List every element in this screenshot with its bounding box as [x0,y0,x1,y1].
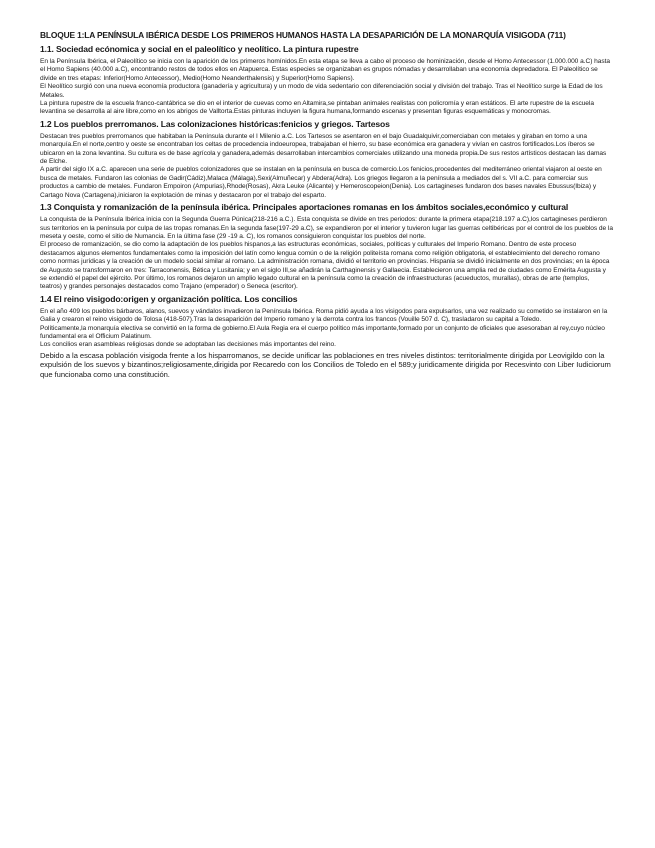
paragraph: En el año 409 los pueblos bárbaros, alanos, suevos y vándalos invadieron la Península Ibérica. Roma pidió ayuda a los visigodos para expulsarlos, una vez realizado su cometido se instalaron en la Galia y crearon el reino visigodo de Tolosa (418-507).Tras la desaparición del Imperio romano y la derrota contra los francos (Vouille 507 d. C), trasladaron su capital a Toledo. [40,307,608,324]
paragraph: Los concilios eran asambleas religiosas donde se adoptaban las decisiones más importantes del reino. [40,341,336,349]
section-1-1 [40,44,613,117]
paragraph: Políticamente,la monarquía electiva se convirtió en la forma de gobierno.El Aula Regia era el cuerpo político más importante,formado por un conjunto de oficiales que asesoraban al rey,cuyo núcleo fundamental era el Officium Palatinum. [40,324,605,340]
section-1-2 [40,119,613,200]
paragraph: El proceso de romanización, se dio como la adaptación de los pueblos hispanos,a las estructuras económicas, sociales, políticas y culturales del Imperio Romano. Dentro de este proceso destacamos algunos elementos fundamentales como la imposición del latín como lengua común o de la religión politeísta romana como religión obligatoria, el establecimiento del derecho romano como normas jurídicas y la creación de un modelo social similar al romano. La administración romana, dividió el territorio en provincias. Hispania se dividió inicialmente en dos provincias; en la época de Augusto se transformaron en tres: Tarraconensis, Bética y Lusitania; y en el siglo III,se añadirán la Carthaginensis y Gallaecia. Establecieron una amplia red de ciudades como Emérita Augusta y se extendió el papel del ejército. Por último, los romanos dejaron un amplio legado cultural en la península como la creación de infraestructuras (acueductos, murallas), obras de arte (templos, teatros) y grandes personajes destacados como Trajano (emperador) o Seneca (escritor). [40,241,610,291]
document-title: BLOQUE 1:LA PENÍNSULA IBÉRICA DESDE LOS PRIMEROS HUMANOS HASTA LA DESAPARICIÓN DE LA MONARQUÍA VISIGODA (711) [40,30,566,40]
closing-paragraph: Debido a la escasa población visigoda frente a los hisparromanos, se decide unificar las poblaciones en tres niveles distintos: territorialmente dirigida por Leovigildo con la expulsión de los suevos y bizantinos;religiosamente,dirigida por Recaredo con los Concilios de Toledo en el 589;y juridicamente dirigida por Recesvinto con Liber Iudiciorum que funcionaba como una constitución. [40,350,611,379]
section-heading: 1.4 El reino visigodo:origen y organización política. Los concilios [40,293,298,304]
section-heading: 1.3 Conquista y romanización de la península ibérica. Principales aportaciones romanas en los ámbitos sociales,económico y cultural [40,202,569,213]
paragraph: El Neolítico surgió con una nueva economía productora (ganadería y agricultura) y un modo de vida sedentario con diferenciación social y división del trabajo. Tras el Neolítico surge la Edad de los Metales. [40,83,603,99]
paragraph: A partir del siglo IX a.C. aparecen una serie de pueblos colonizadores que se instalan en la península en busca de comercio.Los fenicios,procedentes del mediterráneo oriental viajaron al oeste en busca de metales. Fundaron las colonias de Gadir(Cádiz),Malaca (Málaga),Sexi(Almuñecar) y Abdera(Adra). Los griegos llegaron a la península a mediados del s. VII a.C. para comerciar sus productos a cambio de metales. Fundaron Empoiron (Ampurias),Rhode(Rosas), Akra Leuke (Alicante) y Hemeroscopeion(Denia). Los cartagineses fundaron dos bases navales Ebussus(Ibiza) y Cartago Nova (Cartagena),iniciaron la explotación de minas y destacaron por el trabajo del esparto. [40,166,602,199]
section-heading: 1.1. Sociedad ecónomica y social en el paleolítico y neolítico. La pintura rupestre [40,44,359,54]
section-1-3 [40,202,613,292]
section-1-4 [40,294,613,380]
paragraph: La pintura rupestre de la escuela franco-cantábrica se dio en el interior de cuevas como en Altamira,se pintaban animales realistas con policromía y eran estáticos. El arte rupestre de la escuela levantina se desarrolla al aire libre,como en los abrigos de Valltorta.Estas pinturas incluyen la figura humana,formando escenas y presentan figuras esquemáticas y monocromas. [40,100,594,116]
paragraph: En la Península Ibérica, el Paleolítico se inicia con la aparición de los primeros homínidos.En esta etapa se lleva a cabo el proceso de hominización, desde el Homo Antecessor (1.000.000 a.C) hasta el Homo Sapiens (40.000 a.C), encontrando restos de todos ellos en Atapuerca. Estas especies se organizaban es grupos nómadas y desarrollaban una economía depredadora. El Paleolítico se divide en tres etapas: Inferior(Homo Antecessor), Medio(Homo Neanderthalensis) y Superior(Homo Sapiens). [40,58,611,82]
paragraph: La conquista de la Península Ibérica inicia con la Segunda Guerra Púnica(218-216 a.C.). Esta conquista se divide en tres periodos: durante la primera etapa(218.197 a.C),los cartagineses perdieron sus territorios en la península por culpa de las tropas romanas.En la segunda fase(197-29 a.C), se expandieron por el interior y tuvieron lugar las guerras celtibéricas por el control de los pueblos de la meseta y oeste, como el sitio de Numancia. En la última fase (29 -19 a. C), los romanos consiguieron conquistar los pueblos del norte. [40,216,613,240]
paragraph: Destacan tres pueblos prerromanos que habitaban la Península durante el I Milenio a.C. Los Tartesos se asentaron en el bajo Guadalquivir,comerciaban con metales y giraban en torno a una monarquía.En el norte,centro y oeste se encontraban los celtas de procedencia indoeuropea, trabajaban el hierro, su base económica era ganadera y vivían en castros fortificados.Los íberos se ubicaron en la zona levantina. Su cultura es de base agrícola y ganadera,además desarrollaban intercambios comerciales utilizando una moneda propia.De sus restos artísticos destacan las damas de Elche. [40,132,607,166]
section-heading: 1.2 Los pueblos prerromanos. Las colonizaciones históricas:fenicios y griegos. Tartesos [40,118,390,129]
